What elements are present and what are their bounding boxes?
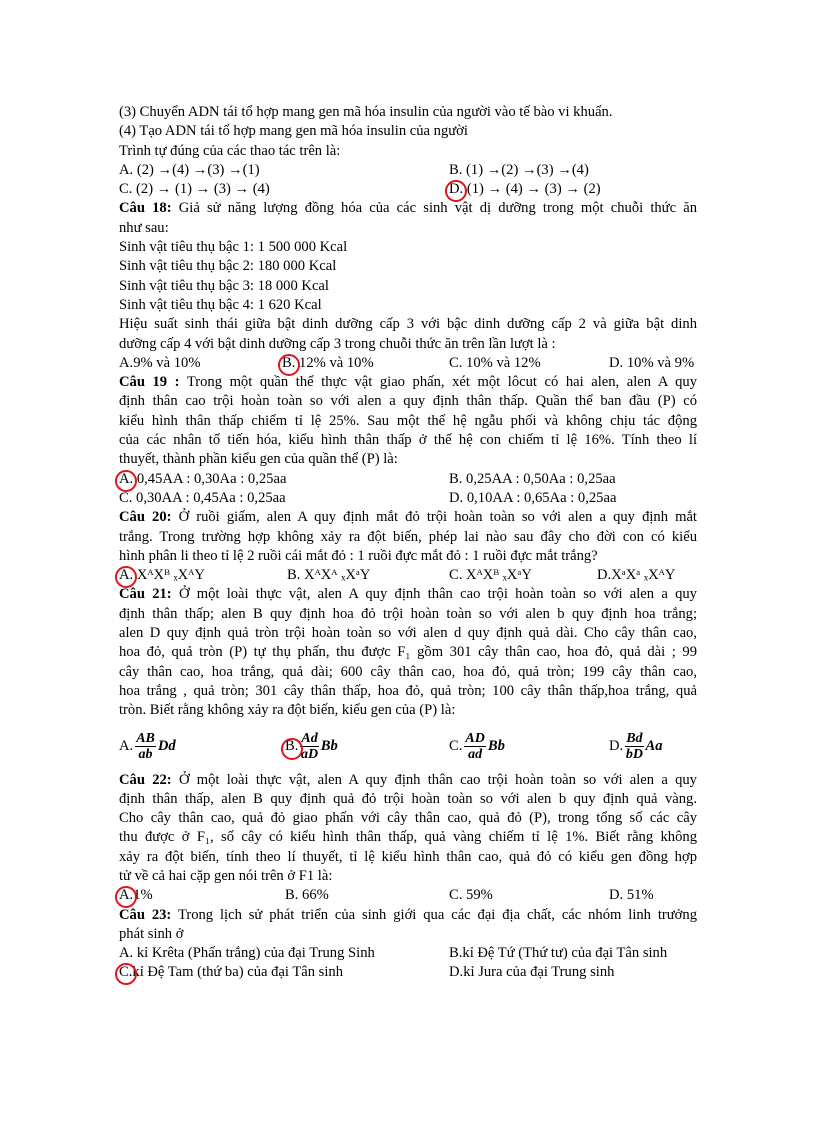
q21-option-b[interactable]: B. $\frac{Ad}{aD}$ Bb — [285, 731, 338, 762]
q21-stem-line-1: Câu 21: Ở một loài thực vật, alen A quy định thân cao trội hoàn toàn so với alen a quy — [119, 586, 697, 603]
q23-stem-line-2: phát sinh ở — [119, 925, 184, 942]
genotype-fraction: $\frac{Ad}{aD}$ — [301, 731, 319, 762]
q19-stem-line-5: thuyết, thành phần kiểu gen của quần thể (P) là: — [119, 451, 398, 468]
q21-stem-line-5: cây thân cao, hoa trắng, quả dài; 600 cây thân cao, hoa đỏ, quả tròn; 199 cây thân cao, — [119, 663, 697, 680]
q20-stem-line-3: hình phân li theo tỉ lệ 2 ruồi cái mắt đỏ : 1 ruồi đực mắt đỏ : 1 ruồi đực mắt trắng? — [119, 547, 598, 564]
q17-option-a[interactable]: A. (2) →(4) →(3) →(1) — [119, 161, 260, 178]
q22-option-a[interactable]: A.1% — [119, 886, 153, 905]
q18-ask-1: Hiệu suất sinh thái giữa bật dinh dưỡng cấp 3 với bậc dinh dưỡng cấp 2 và giữa bật dinh — [119, 316, 697, 333]
q20-stem-line-1: Câu 20: Ở ruồi giấm, alen A quy định mắt đỏ trội hoàn toàn so với alen a quy định mắt — [119, 509, 697, 526]
q18-data-2: Sinh vật tiêu thụ bậc 2: 180 000 Kcal — [119, 258, 337, 275]
q22-stem-line-3: Cho cây thân cao, quả đỏ giao phấn với cây thân cao, quả đỏ (P), trong tổng số các cây — [119, 810, 697, 827]
q23-options-row-2 — [119, 963, 697, 982]
genotype-fraction: $\frac{Bd}{bD}$ — [625, 731, 643, 762]
q23-option-b[interactable]: B.kỉ Đệ Tứ (Thứ tư) của đại Tân sinh — [449, 945, 668, 962]
step-3: (3) Chuyển ADN tái tổ hợp mang gen mã hóa insulin của người vào tế bào vi khuẩn. — [119, 104, 613, 120]
q18-options-row — [119, 354, 697, 373]
question-label: Câu 21: — [119, 586, 172, 603]
q21-options-row — [119, 727, 697, 767]
question-label: Câu 23: — [119, 906, 172, 923]
q18-stem-line-1: Câu 18: Giả sử năng lượng đồng hóa của các sinh vật dị dưỡng trong một chuỗi thức ăn — [119, 200, 697, 217]
q21-stem-line-7: tròn. Biết rằng không xảy ra đột biến, kiểu gen của (P) là: — [119, 702, 456, 719]
question-label: Câu 19 : — [119, 374, 180, 391]
q22-option-b[interactable]: B. 66% — [285, 887, 329, 904]
q20-stem-line-2: trắng. Trong trường hợp không xảy ra đột biến, phép lai nào sau đây cho đời con có kiểu — [119, 528, 697, 545]
q21-stem-line-4: hoa đỏ, quả tròn (P) tự thụ phấn, thu được F₁ gồm 301 cây thân cao, hoa đỏ, quả dài ; 99 — [119, 644, 697, 661]
genotype-fraction: $\frac{AB}{ab}$ — [136, 731, 155, 762]
q18-data-3: Sinh vật tiêu thụ bậc 3: 18 000 Kcal — [119, 277, 329, 294]
genotype-fraction: $\frac{AD}{ad}$ — [465, 731, 485, 762]
q19-options-row-1 — [119, 470, 697, 489]
q19-options-row-2 — [119, 489, 697, 508]
q19-option-b[interactable]: B. 0,25AA : 0,50Aa : 0,25aa — [449, 470, 616, 487]
q22-option-d[interactable]: D. 51% — [609, 887, 654, 904]
answer-circle: A. — [119, 886, 133, 905]
q21-option-c[interactable]: C. $\frac{AD}{ad}$ Bb — [449, 731, 505, 762]
sequence-prompt: Trình tự đúng của các thao tác trên là: — [119, 142, 341, 159]
answer-circle: B. — [282, 354, 295, 373]
answer-circle: C. — [119, 963, 132, 982]
q22-stem-line-5: xảy ra đột biến, tính theo lí thuyết, tỉ lệ kiểu hình thân cao, quả đỏ có kiểu gen đồng hợp — [119, 848, 697, 865]
q19-stem-line-4: của các nhân tố tiến hóa, kiểu hình thân thấp ở thế hệ con chiếm tỉ lệ 16%. Tính theo lí — [119, 432, 697, 449]
q23-option-a[interactable]: A. kỉ Krêta (Phấn trắng) của đại Trung Sinh — [119, 945, 375, 962]
q17-option-d[interactable]: D. (1) → (4) → (3) → (2) — [449, 180, 601, 199]
q18-option-a[interactable]: A.9% và 10% — [119, 354, 201, 371]
q21-stem-line-2: định thân thấp; alen B quy định hoa đỏ trội hoàn toàn so với alen b quy định hoa trắng; — [119, 605, 697, 622]
q23-option-d[interactable]: D.kỉ Jura của đại Trung sinh — [449, 964, 615, 981]
q22-option-c[interactable]: C. 59% — [449, 887, 493, 904]
q18-option-c[interactable]: C. 10% và 12% — [449, 354, 541, 371]
q22-options-row — [119, 886, 697, 905]
q17-option-b[interactable]: B. (1) →(2) →(3) →(4) — [449, 161, 589, 178]
q23-options-row-1 — [119, 944, 697, 963]
q21-option-d[interactable]: D. $\frac{Bd}{bD}$ Aa — [609, 731, 663, 762]
q19-stem-line-2: định thân cao trội hoàn toàn so với alen a quy định thân thấp. Quần thể ban đầu (P) có — [119, 393, 697, 410]
q20-option-a[interactable]: A. XᴬXᴮ ₓXᴬY — [119, 566, 205, 585]
answer-circle: B. — [285, 738, 299, 754]
question-label: Câu 20: — [119, 509, 172, 526]
q17-options-row-1 — [119, 161, 697, 180]
q18-data-4: Sinh vật tiêu thụ bậc 4: 1 620 Kcal — [119, 296, 322, 313]
exam-page — [119, 103, 697, 983]
q19-stem-line-1: Câu 19 : Trong một quần thể thực vật giao phấn, xét một lôcut có hai alen, alen A quy — [119, 374, 697, 391]
q19-option-c[interactable]: C. 0,30AA : 0,45Aa : 0,25aa — [119, 489, 286, 506]
q23-stem-line-1: Câu 23: Trong lịch sử phát triển của sinh giới qua các đại địa chất, các nhóm linh trưởng — [119, 906, 697, 923]
q21-option-a[interactable]: A. $\frac{AB}{ab}$ Dd — [119, 731, 176, 762]
q20-option-d[interactable]: D.XᵃXᵃ ₓXᴬY — [597, 567, 676, 584]
q22-stem-line-2: định thân thấp, alen B quy định quả đỏ trội hoàn toàn so với alen b quy định quả vàng. — [119, 790, 697, 807]
q18-option-d[interactable]: D. 10% và 9% — [609, 354, 695, 371]
q18-data-1: Sinh vật tiêu thụ bậc 1: 1 500 000 Kcal — [119, 239, 348, 256]
q22-stem-line-6: tử về cả hai cặp gen nói trên ở F1 là: — [119, 867, 333, 884]
step-4: (4) Tạo ADN tái tổ hợp mang gen mã hóa insulin của người — [119, 123, 468, 140]
q18-ask-2: dưỡng cấp 4 với bật dinh dưỡng cấp 3 trong chuỗi thức ăn trên lần lượt là : — [119, 335, 556, 352]
answer-circle: D. — [449, 180, 463, 199]
answer-circle: A. — [119, 566, 133, 585]
q21-stem-line-6: hoa trắng , quả tròn; 301 cây thân thấp, hoa đỏ, quả tròn; 100 cây thân thấp,hoa trắng, quả — [119, 682, 697, 699]
q18-stem-line-2: như sau: — [119, 219, 169, 236]
q17-options-row-2 — [119, 180, 697, 199]
q20-option-c[interactable]: C. XᴬXᴮ ₓXᵃY — [449, 567, 532, 584]
q18-option-b[interactable]: B. 12% và 10% — [282, 354, 374, 373]
answer-circle: A. — [119, 470, 133, 489]
q19-option-a[interactable]: A. 0,45AA : 0,30Aa : 0,25aa — [119, 470, 286, 489]
question-label: Câu 18: — [119, 200, 172, 217]
q19-stem-line-3: kiểu hình thân thấp chiếm tỉ lệ 25%. Sau một thế hệ ngẫu phối và không chịu tác động — [119, 412, 697, 429]
q20-options-row — [119, 566, 697, 585]
q21-stem-line-3: alen D quy định quả tròn trội hoàn toàn so với alen d quy định quả dài. Cho cây thân cao, — [119, 625, 697, 642]
q20-option-b[interactable]: B. XᴬXᴬ ₓXᵃY — [287, 567, 371, 584]
question-label: Câu 22: — [119, 771, 172, 788]
q22-stem-line-1: Câu 22: Ở một loài thực vật, alen A quy định thân cao trội hoàn toàn so với alen a quy — [119, 771, 697, 788]
q17-option-c[interactable]: C. (2) → (1) → (3) → (4) — [119, 181, 270, 198]
q22-stem-line-4: thu được ở F₁, số cây có kiểu hình thân thấp, quả vàng chiếm tỉ lệ 1%. Biết rằng không — [119, 829, 697, 846]
q23-option-c[interactable]: C.kỉ Đệ Tam (thứ ba) của đại Tân sinh — [119, 963, 343, 982]
q19-option-d[interactable]: D. 0,10AA : 0,65Aa : 0,25aa — [449, 489, 617, 506]
